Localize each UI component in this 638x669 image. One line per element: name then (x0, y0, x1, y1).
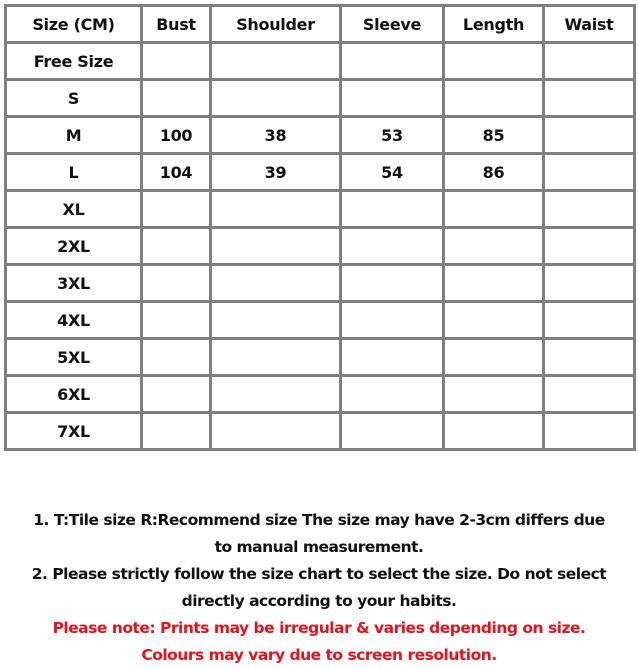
measurement-cell (544, 339, 635, 376)
measurement-cell (544, 302, 635, 339)
measurement-cell: 85 (444, 117, 544, 154)
measurement-cell: 53 (341, 117, 444, 154)
measurement-cell (544, 80, 635, 117)
measurement-cell (211, 80, 341, 117)
table-row (6, 339, 635, 376)
measurement-cell (142, 228, 211, 265)
measurement-cell (211, 228, 341, 265)
measurement-cell (444, 228, 544, 265)
measurement-cell (544, 376, 635, 413)
measurement-cell (341, 80, 444, 117)
column-header: Sleeve (341, 6, 444, 43)
measurement-cell (211, 302, 341, 339)
measurement-cell (544, 265, 635, 302)
measurement-cell (444, 302, 544, 339)
table-row (6, 302, 635, 339)
note-1-line-2: to manual measurement. (214, 538, 424, 556)
size-label-cell: Free Size (6, 43, 142, 80)
measurement-cell (341, 413, 444, 450)
size-label-cell: S (6, 80, 142, 117)
measurement-cell (341, 43, 444, 80)
warning-colours: Colours may vary due to screen resolution. (141, 646, 497, 664)
size-label-cell: XL (6, 191, 142, 228)
measurement-cell: 54 (341, 154, 444, 191)
column-header: Waist (544, 6, 635, 43)
measurement-cell (211, 376, 341, 413)
table-row (6, 43, 635, 80)
table-row (6, 80, 635, 117)
measurement-cell (444, 43, 544, 80)
measurement-cell (544, 154, 635, 191)
measurement-cell: 86 (444, 154, 544, 191)
table-row (6, 228, 635, 265)
warning-prints: Please note: Prints may be irregular & varies depending on size. (52, 619, 586, 637)
measurement-cell (544, 228, 635, 265)
measurement-cell (444, 265, 544, 302)
measurement-cell (544, 43, 635, 80)
size-label-cell: 6XL (6, 376, 142, 413)
measurement-cell (544, 191, 635, 228)
measurement-cell (444, 191, 544, 228)
measurement-cell (211, 413, 341, 450)
size-label-cell: 7XL (6, 413, 142, 450)
note-2-line-2: directly according to your habits. (181, 592, 457, 610)
size-label-cell: 4XL (6, 302, 142, 339)
measurement-cell (341, 376, 444, 413)
column-header: Length (444, 6, 544, 43)
measurement-cell (142, 80, 211, 117)
measurement-cell (444, 339, 544, 376)
measurement-cell (142, 43, 211, 80)
measurement-cell (341, 339, 444, 376)
size-label-cell: M (6, 117, 142, 154)
measurement-cell (211, 339, 341, 376)
column-header: Shoulder (211, 6, 341, 43)
table-row (6, 265, 635, 302)
measurement-cell (142, 302, 211, 339)
size-label-cell: L (6, 154, 142, 191)
measurement-cell (142, 413, 211, 450)
measurement-cell (444, 413, 544, 450)
measurement-cell (544, 413, 635, 450)
table-row (6, 191, 635, 228)
table-row (6, 413, 635, 450)
column-header: Size (CM) (6, 6, 142, 43)
measurement-cell: 100 (142, 117, 211, 154)
measurement-cell (444, 376, 544, 413)
measurement-cell (211, 191, 341, 228)
measurement-cell (341, 191, 444, 228)
measurement-cell: 39 (211, 154, 341, 191)
measurement-cell (341, 302, 444, 339)
note-2-line-1: 2. Please strictly follow the size chart to select the size. Do not select (31, 565, 607, 583)
measurement-cell (142, 339, 211, 376)
note-1-line-1: 1. T:Tile size R:Recommend size The size may have 2-3cm differs due (33, 511, 605, 529)
measurement-cell: 38 (211, 117, 341, 154)
measurement-cell (544, 117, 635, 154)
size-notes (0, 507, 638, 669)
measurement-cell (444, 80, 544, 117)
measurement-cell (341, 228, 444, 265)
size-label-cell: 3XL (6, 265, 142, 302)
table-row (6, 117, 635, 154)
measurement-cell (211, 43, 341, 80)
column-header: Bust (142, 6, 211, 43)
measurement-cell: 104 (142, 154, 211, 191)
measurement-cell (142, 265, 211, 302)
size-label-cell: 5XL (6, 339, 142, 376)
measurement-cell (341, 265, 444, 302)
table-header-row (6, 6, 635, 43)
measurement-cell (142, 191, 211, 228)
measurement-cell (142, 376, 211, 413)
size-chart-table (4, 4, 636, 451)
size-label-cell: 2XL (6, 228, 142, 265)
table-row (6, 154, 635, 191)
measurement-cell (211, 265, 341, 302)
table-row (6, 376, 635, 413)
